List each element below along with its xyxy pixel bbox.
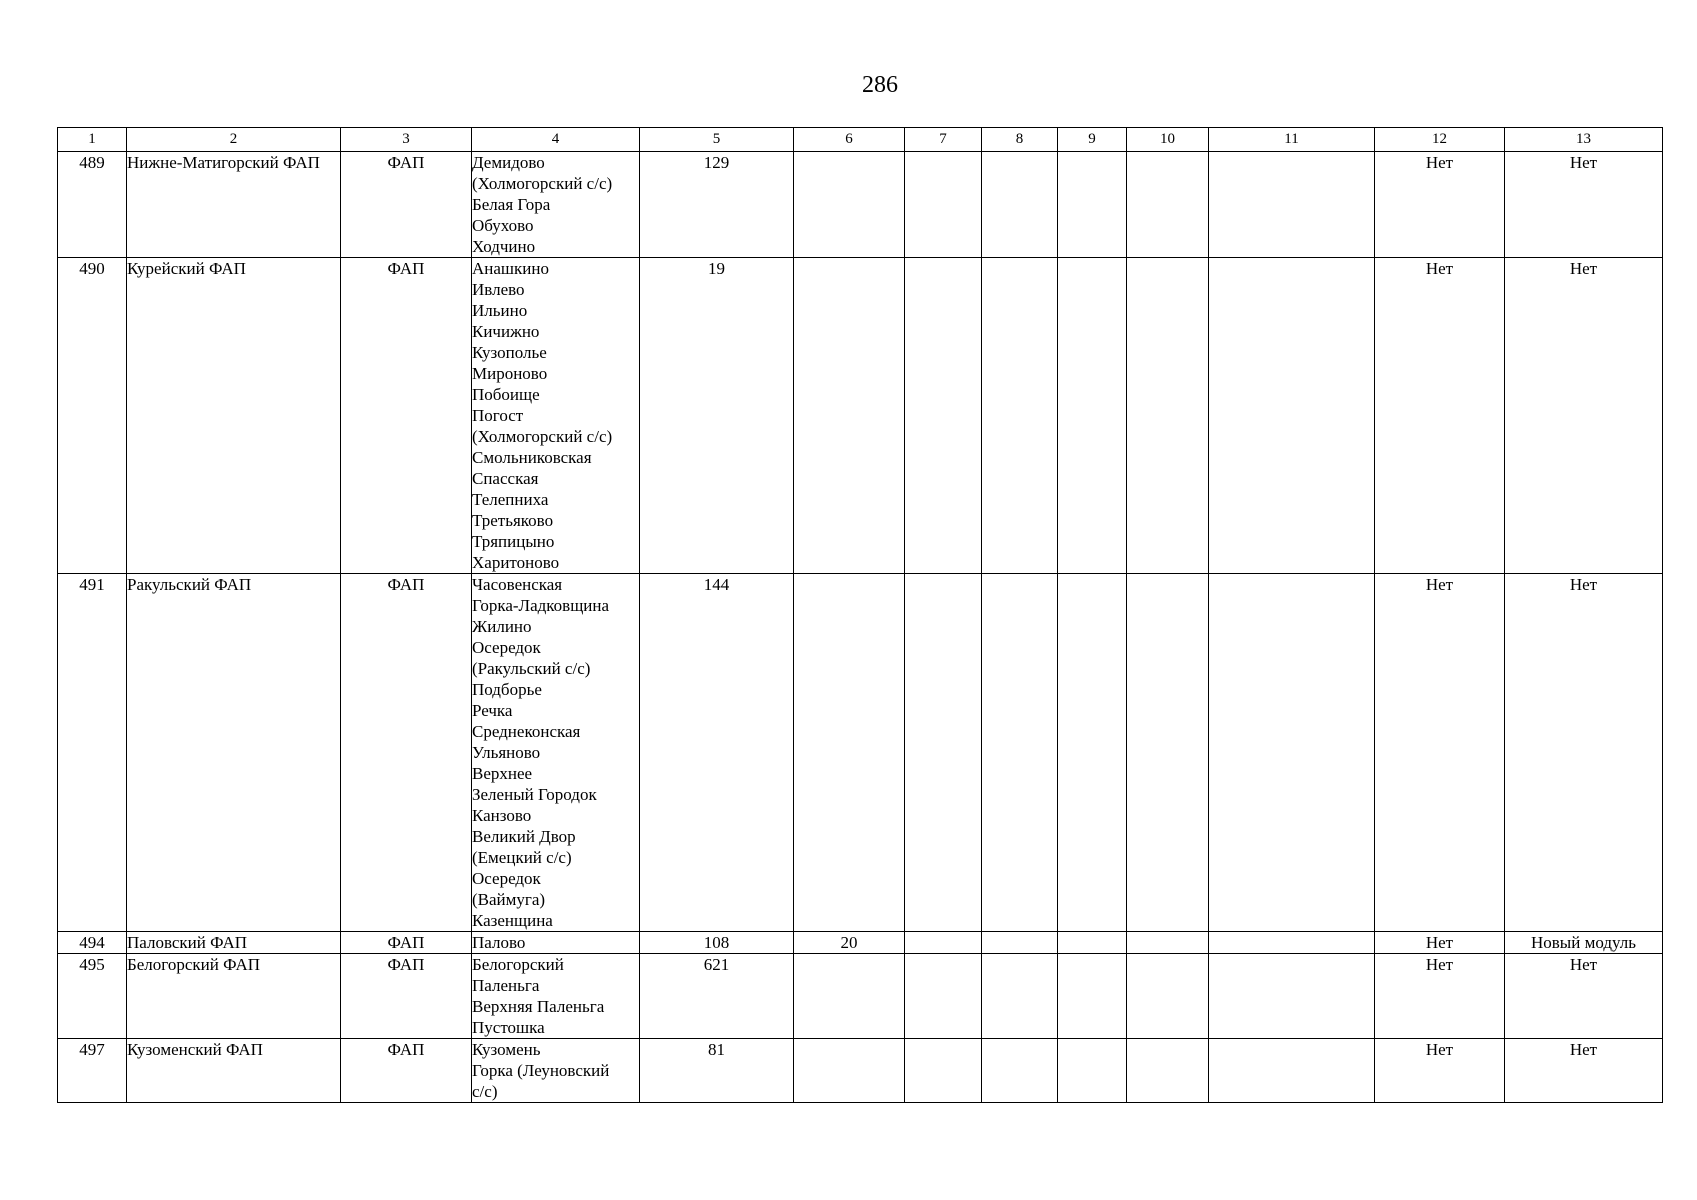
locality: Ходчино [472, 237, 536, 256]
column-header-4: 4 [472, 128, 640, 152]
localities-cell [472, 954, 640, 1039]
column-11-cell [1209, 152, 1375, 258]
locality: Пустошка [472, 1018, 545, 1037]
locality: Осередок [472, 638, 541, 657]
column-header-12: 12 [1375, 128, 1505, 152]
column-13-cell: Нет [1505, 1039, 1663, 1103]
row-number: 491 [58, 574, 127, 932]
locality: Жилино [472, 617, 532, 636]
locality: Телепниха [472, 490, 549, 509]
locality: Белогорский [472, 955, 564, 974]
population-cell: 621 [640, 954, 794, 1039]
column-8-cell [982, 258, 1058, 574]
locality: Среднеконская [472, 722, 581, 741]
locality: Ивлево [472, 280, 525, 299]
locality: Часовенская [472, 575, 563, 594]
localities-cell [472, 1039, 640, 1103]
locality: Кичижно [472, 322, 540, 341]
locality: Побоище [472, 385, 540, 404]
column-8-cell [982, 1039, 1058, 1103]
column-6-cell [794, 152, 905, 258]
locality: Спасская [472, 469, 539, 488]
locality: (Емецкий с/с) [472, 848, 572, 867]
locality: Анашкино [472, 259, 549, 278]
locality: (Холмогорский с/с) [472, 427, 613, 446]
locality: Речка [472, 701, 513, 720]
table-row [58, 1039, 1663, 1103]
row-number: 490 [58, 258, 127, 574]
locality: Осередок [472, 869, 541, 888]
column-10-cell [1127, 1039, 1209, 1103]
locality: Кузополье [472, 343, 547, 362]
column-7-cell [905, 932, 982, 954]
column-13-cell: Новый модуль [1505, 932, 1663, 954]
locality: Мироново [472, 364, 548, 383]
column-header-11: 11 [1209, 128, 1375, 152]
locality: (Ваймуга) [472, 890, 546, 909]
row-number: 489 [58, 152, 127, 258]
locality: (Ракульский с/с) [472, 659, 591, 678]
column-header-9: 9 [1058, 128, 1127, 152]
column-6-cell [794, 954, 905, 1039]
locality: Паленьга [472, 976, 540, 995]
row-number: 495 [58, 954, 127, 1039]
locality: Демидово [472, 153, 545, 172]
column-13-cell: Нет [1505, 574, 1663, 932]
column-8-cell [982, 152, 1058, 258]
page-number: 286 [862, 72, 898, 98]
column-11-cell [1209, 258, 1375, 574]
facility-name: Белогорский ФАП [127, 954, 341, 1039]
locality: Казенщина [472, 911, 553, 930]
locality: Канзово [472, 806, 532, 825]
column-7-cell [905, 152, 982, 258]
locality: Третьяково [472, 511, 554, 530]
localities-cell [472, 258, 640, 574]
column-10-cell [1127, 258, 1209, 574]
column-header-1: 1 [58, 128, 127, 152]
facility-name: Курейский ФАП [127, 258, 341, 574]
table-row [58, 954, 1663, 1039]
column-7-cell [905, 574, 982, 932]
localities-cell [472, 932, 640, 954]
table-row [58, 258, 1663, 574]
column-12-cell: Нет [1375, 152, 1505, 258]
column-13-cell: Нет [1505, 258, 1663, 574]
localities-cell [472, 152, 640, 258]
locality: Палово [472, 933, 526, 952]
population-cell: 19 [640, 258, 794, 574]
column-8-cell [982, 932, 1058, 954]
column-10-cell [1127, 932, 1209, 954]
column-9-cell [1058, 258, 1127, 574]
row-number: 494 [58, 932, 127, 954]
column-8-cell [982, 574, 1058, 932]
locality: Тряпицыно [472, 532, 555, 551]
column-10-cell [1127, 574, 1209, 932]
column-7-cell [905, 1039, 982, 1103]
facility-type: ФАП [341, 932, 472, 954]
facility-name: Паловский ФАП [127, 932, 341, 954]
locality: Горка-Ладковщина [472, 596, 610, 615]
locality: Горка (Леуновский [472, 1061, 610, 1080]
column-11-cell [1209, 932, 1375, 954]
column-8-cell [982, 954, 1058, 1039]
column-6-cell [794, 258, 905, 574]
column-header-7: 7 [905, 128, 982, 152]
table-row [58, 574, 1663, 932]
column-13-cell: Нет [1505, 954, 1663, 1039]
column-13-cell: Нет [1505, 152, 1663, 258]
column-11-cell [1209, 1039, 1375, 1103]
column-7-cell [905, 954, 982, 1039]
localities-cell [472, 574, 640, 932]
column-6-cell [794, 1039, 905, 1103]
locality: Великий Двор [472, 827, 576, 846]
facility-type: ФАП [341, 152, 472, 258]
locality: Зеленый Городок [472, 785, 597, 804]
facilities-table [57, 127, 1663, 1103]
column-header-3: 3 [341, 128, 472, 152]
column-9-cell [1058, 574, 1127, 932]
table-body [58, 152, 1663, 1103]
population-cell: 129 [640, 152, 794, 258]
column-11-cell [1209, 954, 1375, 1039]
facility-name: Нижне-Матигорский ФАП [127, 152, 341, 258]
locality: Обухово [472, 216, 534, 235]
locality: Верхнее [472, 764, 533, 783]
column-12-cell: Нет [1375, 1039, 1505, 1103]
locality: Белая Гора [472, 195, 551, 214]
column-12-cell: Нет [1375, 574, 1505, 932]
facility-type: ФАП [341, 954, 472, 1039]
column-10-cell [1127, 152, 1209, 258]
column-9-cell [1058, 1039, 1127, 1103]
locality: Погост [472, 406, 524, 425]
facility-name: Кузоменский ФАП [127, 1039, 341, 1103]
locality: с/с) [472, 1082, 498, 1101]
locality: Кузомень [472, 1040, 541, 1059]
facility-type: ФАП [341, 258, 472, 574]
column-12-cell: Нет [1375, 932, 1505, 954]
column-header-5: 5 [640, 128, 794, 152]
column-number-row [58, 128, 1663, 152]
locality: Харитоново [472, 553, 560, 572]
facility-type: ФАП [341, 1039, 472, 1103]
facility-name: Ракульский ФАП [127, 574, 341, 932]
column-9-cell [1058, 152, 1127, 258]
locality: Смольниковская [472, 448, 592, 467]
locality: Верхняя Паленьга [472, 997, 605, 1016]
column-11-cell [1209, 574, 1375, 932]
population-cell: 108 [640, 932, 794, 954]
table-row [58, 152, 1663, 258]
column-7-cell [905, 258, 982, 574]
row-number: 497 [58, 1039, 127, 1103]
column-header-8: 8 [982, 128, 1058, 152]
column-12-cell: Нет [1375, 258, 1505, 574]
column-12-cell: Нет [1375, 954, 1505, 1039]
population-cell: 144 [640, 574, 794, 932]
locality: Подборье [472, 680, 542, 699]
column-10-cell [1127, 954, 1209, 1039]
facility-type: ФАП [341, 574, 472, 932]
column-header-10: 10 [1127, 128, 1209, 152]
table-row [58, 932, 1663, 954]
locality: Ульяново [472, 743, 541, 762]
column-header-13: 13 [1505, 128, 1663, 152]
column-6-cell: 20 [794, 932, 905, 954]
column-header-6: 6 [794, 128, 905, 152]
column-header-2: 2 [127, 128, 341, 152]
locality: Ильино [472, 301, 528, 320]
column-9-cell [1058, 932, 1127, 954]
column-6-cell [794, 574, 905, 932]
population-cell: 81 [640, 1039, 794, 1103]
locality: (Холмогорский с/с) [472, 174, 613, 193]
column-9-cell [1058, 954, 1127, 1039]
